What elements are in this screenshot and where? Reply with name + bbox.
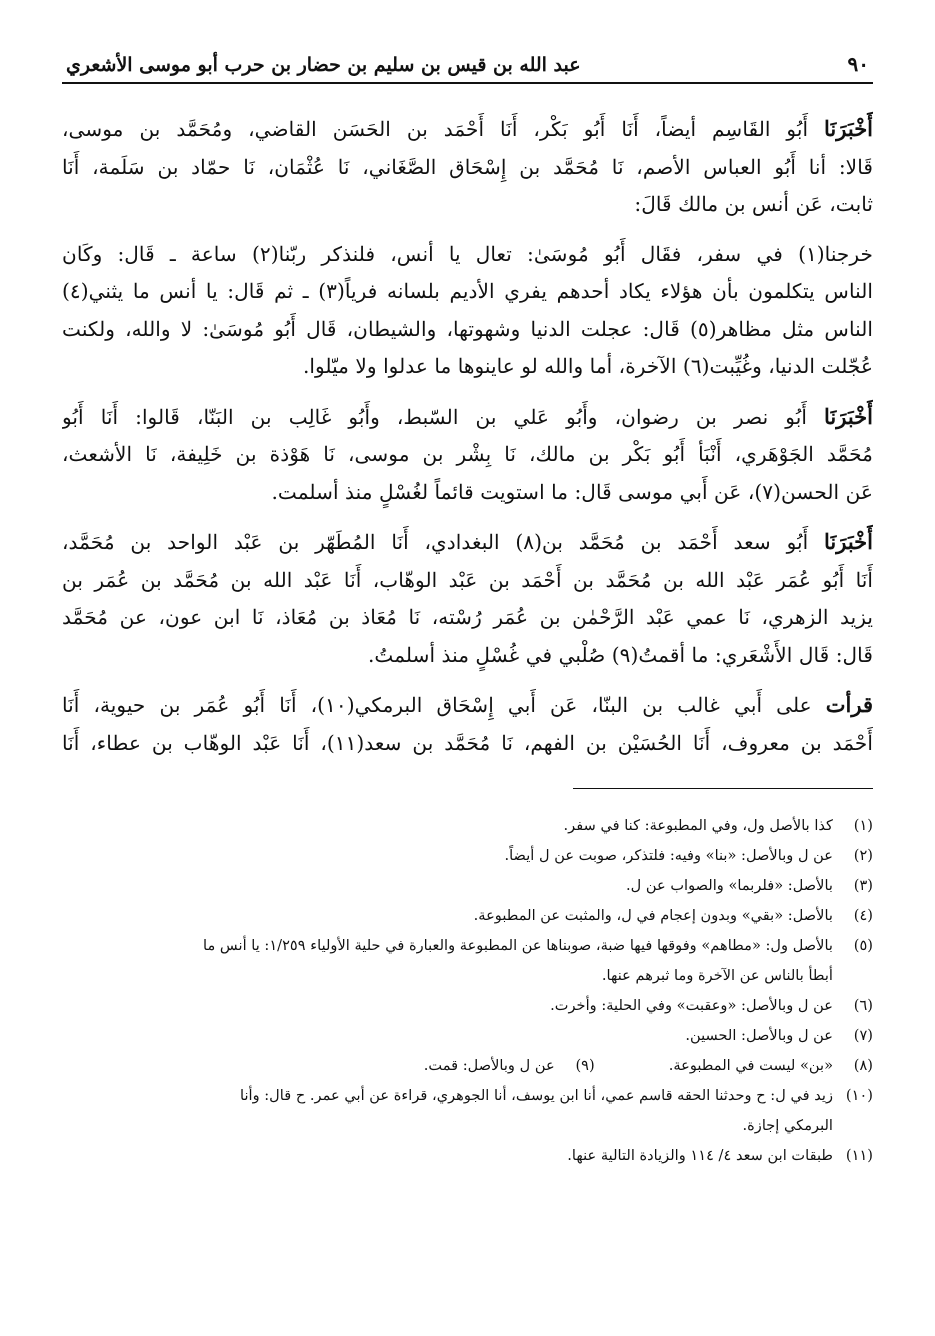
footnote-number: (٣) xyxy=(853,877,873,894)
running-title: عبد الله بن قيس بن سليم بن حضار بن حرب أبو موسى الأشعري xyxy=(66,54,581,76)
footnote-line: «بن» ليست في المطبوعة. xyxy=(668,1057,833,1074)
footnote xyxy=(62,991,873,1021)
footnote-text xyxy=(62,811,833,841)
text-line: أَنَا أَبُو عُمَر عَبْد الله بن مُحَمَّد بن أَحْمَد بن عَبْد الوهّاب، أَنَا عَبْد الله بن مُحَمَّد بن عُمَر بن xyxy=(62,567,873,592)
footnote xyxy=(424,1051,595,1081)
footnote-number: (٢) xyxy=(853,847,873,864)
footnote-number: (٦) xyxy=(853,997,873,1014)
line-text: على أَبي غالب بن البنّا، عَن أَبي إِسْحَاق البرمكي(١٠)، أَنَا أَبُو عُمَر بن حيوية، أَنَا xyxy=(62,693,812,717)
footnote xyxy=(62,811,873,841)
text-line: مُحَمَّد الجَوْهَري، أَنْبَأ أَبُو بَكْر بن مالك، نَا بِشْر بن موسى، نَا هَوْذة بن خَلِيفة، نَا الأشعث، xyxy=(62,442,873,466)
footnote-text xyxy=(669,1051,833,1081)
paragraph-5 xyxy=(62,686,873,762)
paragraph-lead: قرأت xyxy=(825,692,873,717)
line-text: أَبُو سعد أَحْمَد بن مُحَمَّد بن(٨) البغدادي، أَنَا المُطَهّر بن عَبْد الواحد بن مُحَمَّد، xyxy=(62,530,809,554)
paragraph-2 xyxy=(62,236,873,386)
footnote-line: طبقات ابن سعد ٤/ ١١٤ والزيادة التالية عنها. xyxy=(567,1147,833,1164)
line-text: أَبُو نصر بن رضوان، وأَبُو عَلي بن السّبط، وأَبُو غَالِب بن البَنّا، قَالوا: أَنَا أَبُو xyxy=(62,404,807,429)
footnote xyxy=(62,1081,873,1141)
footnote xyxy=(62,841,873,871)
footnote-number: (١) xyxy=(853,817,873,834)
footnote-line: أبطأ بالناس عن الآخرة وما ثبرهم عنها. xyxy=(601,967,833,984)
footnote-line: عن ل وبالأصل: «وعقبت» وفي الحلية: وأخرت. xyxy=(550,997,833,1014)
footnote-number: (٥) xyxy=(853,937,873,954)
footnote-line: بالأصل ول: «مطاهم» وفوقها فيها ضبة، صوبناها عن المطبوعة والعبارة في حلية الأولياء ١/٢٥٩: يا أنس ما xyxy=(203,937,833,954)
text-line: خرجنا(١) في سفر، فقَال أَبُو مُوسَىٰ: تعال يا أنس، فلنذكر ربّنا(٢) ساعة ـ قَال: وكَان xyxy=(62,241,873,266)
footnote xyxy=(62,931,873,991)
text-line: قَال: قَال الأَشْعَري: ما أقمتُ(٩) صُلْبي في غُسْلٍ منذ أسلمتُ. xyxy=(367,642,873,667)
footnote-line: بالأصل: «فلربما» والصواب عن ل. xyxy=(625,877,833,894)
footnote-line: كذا بالأصل ول، وفي المطبوعة: كنا في سفر. xyxy=(563,817,833,834)
footnote xyxy=(62,1141,873,1171)
text-line: الناس يتكلمون بأن هؤلاء يكاد أحدهم يفري الأديم بلسانه فرياً(٣) ـ ثم قَال: يا أنس ما يثني(٤) xyxy=(62,279,873,303)
footnote-line: زيد في ل: ح وحدثنا الحقه قاسم عمي، أنا ابن يوسف، أنا الجوهري، قراءة عن أبي عمر. ح قال: وأنا xyxy=(240,1087,833,1104)
text-line xyxy=(62,686,873,725)
footnotes xyxy=(62,811,873,1171)
text-line: قَالا: أنا أَبُو العباس الأصم، نَا مُحَمَّد بن إِسْحَاق الصَّغَاني، نَا عُثْمَان، نَا حمّاد بن سَلَمة، أَنَا xyxy=(62,154,873,179)
footnote-number: (٩) xyxy=(575,1057,595,1074)
paragraph-1 xyxy=(62,110,873,224)
text-line: الناس مثل مظاهر(٥) قَال: عجلت الدنيا وشهوتها، والشيطان، قَال أَبُو مُوسَىٰ: لا والله، ولكنت xyxy=(62,316,873,341)
footnote-text xyxy=(62,991,833,1021)
footnote-number: (٨) xyxy=(853,1057,873,1074)
footnote xyxy=(62,871,873,901)
paragraph-lead: أَخْبَرَنَا xyxy=(824,116,873,141)
footnote-pair xyxy=(62,1051,873,1081)
footnote xyxy=(62,901,873,931)
footnote-number: (٧) xyxy=(853,1027,873,1044)
text-line: ثابت، عَن أنس بن مالك قَالَ: xyxy=(634,192,873,216)
text-line: عَن الحسن(٧)، عَن أَبي موسى قَال: ما استويت قائماً لغُسْلٍ منذ أسلمت. xyxy=(271,479,873,504)
footnote-line: عن ل وبالأصل: الحسين. xyxy=(685,1027,833,1044)
main-text xyxy=(62,84,873,762)
text-line xyxy=(62,110,873,149)
footnote xyxy=(669,1051,873,1081)
footnote xyxy=(62,1021,873,1051)
text-line: عُجّلت الدنيا، وغُيِّبت(٦) الآخرة، أما والله لو عاينوها ما عدلوا ولا ميّلوا. xyxy=(302,354,873,378)
footnote-line: البرمكي إجازة. xyxy=(742,1117,833,1134)
text-line xyxy=(62,523,873,562)
page-number: ٩٠ xyxy=(847,52,869,76)
footnote-text xyxy=(62,1141,833,1171)
footnote-number: (١١) xyxy=(845,1147,873,1164)
paragraph-3 xyxy=(62,398,873,512)
text-line xyxy=(62,398,873,437)
footnote-text xyxy=(62,871,833,901)
footnote-number: (١٠) xyxy=(845,1087,873,1104)
footnote-text xyxy=(62,1081,833,1141)
page-header xyxy=(62,52,873,84)
footnote-text xyxy=(62,901,833,931)
footnote-number: (٤) xyxy=(853,907,873,924)
footnote-text xyxy=(62,931,833,991)
paragraph-4 xyxy=(62,523,873,674)
paragraph-lead: أَخْبَرَنَا xyxy=(824,403,873,429)
text-line: يزيد الزهري، نَا عمي عَبْد الرَّحْمٰن بن عُمَر رُسْته، نَا مُعَاذ بن مُعَاذ، نَا ابن عون، عن مُحَمَّد xyxy=(62,605,873,629)
book-page xyxy=(62,52,873,1336)
footnote-text xyxy=(62,841,833,871)
footnote-text xyxy=(62,1021,833,1051)
footnote-line: عن ل وبالأصل: قمت. xyxy=(423,1057,555,1074)
footnote-separator xyxy=(573,788,873,789)
line-text: أَبُو القَاسِم أيضاً، أَنَا أَبُو بَكْر، أَنَا أَحْمَد بن الحَسَن القاضي، ومُحَمَّد بن موسى، xyxy=(62,117,809,141)
footnote-line: بالأصل: «بقي» وبدون إعجام في ل، والمثبت عن المطبوعة. xyxy=(473,907,833,924)
footnote-line: عن ل وبالأصل: «بنا» وفيه: فلتذكر، صوبت عن ل أيضاً. xyxy=(504,847,833,864)
footnote-text xyxy=(424,1051,555,1081)
paragraph-lead: أَخْبَرَنَا xyxy=(824,529,873,554)
text-line: أَحْمَد بن معروف، أَنَا الحُسَيْن بن الفهم، نَا مُحَمَّد بن سعد(١١)، أَنَا عَبْد الوهّاب بن عطاء، أَنَا xyxy=(62,730,873,755)
